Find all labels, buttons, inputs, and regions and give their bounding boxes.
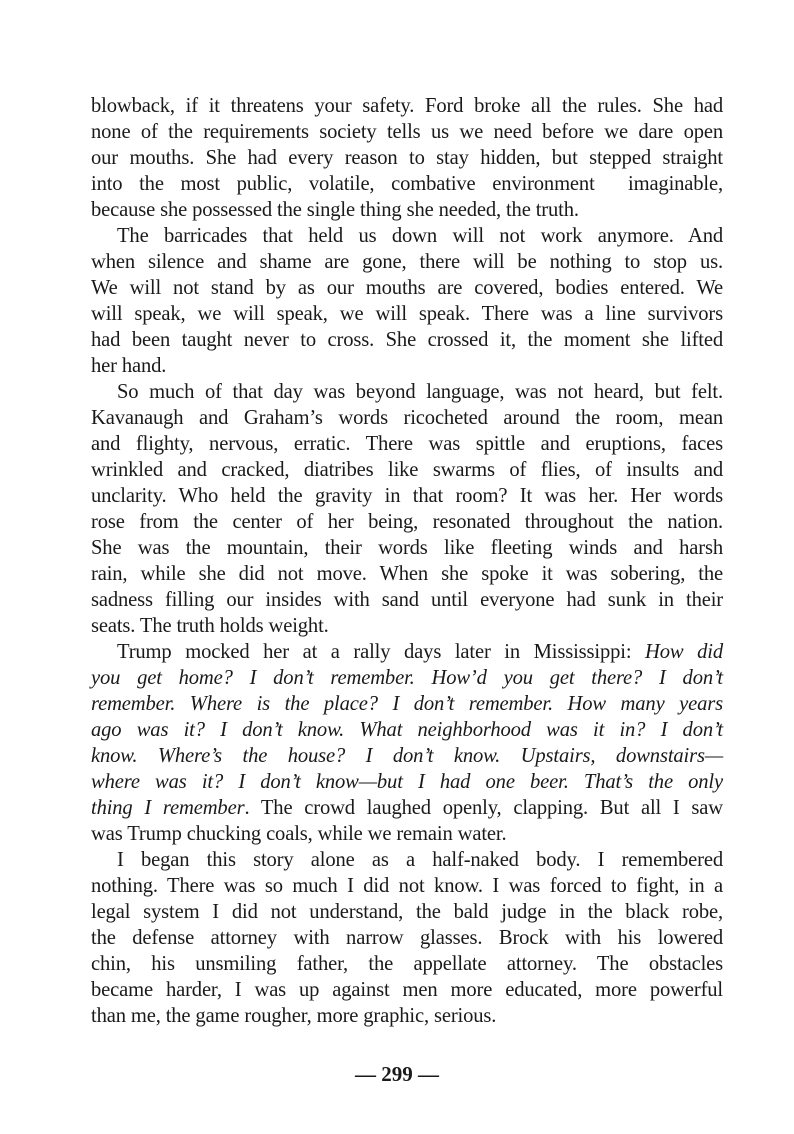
text-run: blowback, if it threatens your safety. Ford broke all the rules. She had [91, 95, 723, 117]
text-line [91, 275, 723, 301]
text-line [91, 301, 723, 327]
text-line [91, 171, 723, 197]
paragraph [91, 379, 723, 639]
text-run: was Trump chucking coals, while we remain water. [91, 823, 507, 845]
text-line [91, 717, 723, 743]
text-line [91, 1003, 723, 1029]
text-run: We will not stand by as our mouths are covered, bodies entered. We [91, 277, 723, 299]
italic-text-run: you get home? I don’t remember. How’d you get there? I don’t [91, 667, 723, 689]
italic-text-run: where was it? I don’t know—but I had one beer. That’s the only [91, 771, 723, 793]
text-run: had been taught never to cross. She crossed it, the moment she lifted [91, 329, 723, 351]
text-line [91, 509, 723, 535]
text-line [91, 873, 723, 899]
text-line [91, 639, 723, 665]
text-line [91, 977, 723, 1003]
text-run: legal system I did not understand, the bald judge in the black robe, [91, 901, 723, 923]
italic-text-run: thing I remember [91, 797, 245, 819]
text-run: none of the requirements society tells us we need before we dare open [91, 121, 723, 143]
text-line [91, 353, 723, 379]
text-run: The barricades that held us down will not work anymore. And [117, 225, 723, 247]
text-line [91, 951, 723, 977]
paragraph [91, 847, 723, 1029]
text-run: the defense attorney with narrow glasses. Brock with his lowered [91, 927, 723, 949]
text-line [91, 119, 723, 145]
text-line [91, 405, 723, 431]
text-run: So much of that day was beyond language, was not heard, but felt. [117, 381, 723, 403]
text-line [91, 587, 723, 613]
text-run: unclarity. Who held the gravity in that room? It was her. Her words [91, 485, 723, 507]
text-line [91, 795, 723, 821]
text-run: rain, while she did not move. When she spoke it was sobering, the [91, 563, 723, 585]
text-line [91, 483, 723, 509]
text-line [91, 249, 723, 275]
text-run: and flighty, nervous, erratic. There was spittle and eruptions, faces [91, 433, 723, 455]
text-line [91, 899, 723, 925]
text-line [91, 743, 723, 769]
text-line [91, 691, 723, 717]
text-line [91, 327, 723, 353]
text-line [91, 431, 723, 457]
text-line [91, 769, 723, 795]
italic-text-run: How did [645, 641, 723, 663]
text-run: became harder, I was up against men more educated, more powerful [91, 979, 723, 1001]
text-run: because she possessed the single thing she needed, the truth. [91, 199, 579, 221]
text-run: nothing. There was so much I did not know. I was forced to fight, in a [91, 875, 723, 897]
text-run: . The crowd laughed openly, clapping. But all I saw [244, 797, 723, 819]
text-run: our mouths. She had every reason to stay hidden, but stepped straight [91, 147, 723, 169]
page-number: — 299 — [355, 1062, 439, 1086]
text-run: rose from the center of her being, resonated throughout the nation. [91, 511, 723, 533]
text-run: sadness filling our insides with sand until everyone had sunk in their [91, 589, 723, 611]
text-line [91, 457, 723, 483]
text-run: Kavanaugh and Graham’s words ricocheted around the room, mean [91, 407, 723, 429]
paragraph [91, 639, 723, 847]
text-line [91, 93, 723, 119]
text-run: into the most public, volatile, combative environment imaginable, [91, 173, 723, 195]
text-run: seats. The truth holds weight. [91, 615, 329, 637]
text-line [91, 847, 723, 873]
text-run: will speak, we will speak, we will speak. There was a line survivors [91, 303, 723, 325]
text-line [91, 535, 723, 561]
text-line [91, 613, 723, 639]
text-line [91, 197, 723, 223]
text-run: She was the mountain, their words like fleeting winds and harsh [91, 537, 723, 559]
text-run: than me, the game rougher, more graphic, serious. [91, 1005, 497, 1027]
text-run: I began this story alone as a half-naked body. I remembered [117, 849, 723, 871]
text-run: Trump mocked her at a rally days later in Mississippi: [117, 641, 646, 663]
page-body [91, 93, 723, 1029]
text-line [91, 665, 723, 691]
italic-text-run: know. Where’s the house? I don’t know. Upstairs, downstairs— [91, 745, 723, 767]
paragraph [91, 223, 723, 379]
text-line [91, 925, 723, 951]
text-line [91, 821, 723, 847]
text-line [91, 223, 723, 249]
text-run: her hand. [91, 355, 167, 377]
text-run: when silence and shame are gone, there will be nothing to stop us. [91, 251, 723, 273]
text-line [91, 561, 723, 587]
text-line [91, 145, 723, 171]
text-run: wrinkled and cracked, diatribes like swarms of flies, of insults and [91, 459, 723, 481]
italic-text-run: remember. Where is the place? I don’t remember. How many years [91, 693, 723, 715]
text-run: chin, his unsmiling father, the appellate attorney. The obstacles [91, 953, 723, 975]
paragraph [91, 93, 723, 223]
italic-text-run: ago was it? I don’t know. What neighborhood was it in? I don’t [91, 719, 723, 741]
text-line [91, 379, 723, 405]
